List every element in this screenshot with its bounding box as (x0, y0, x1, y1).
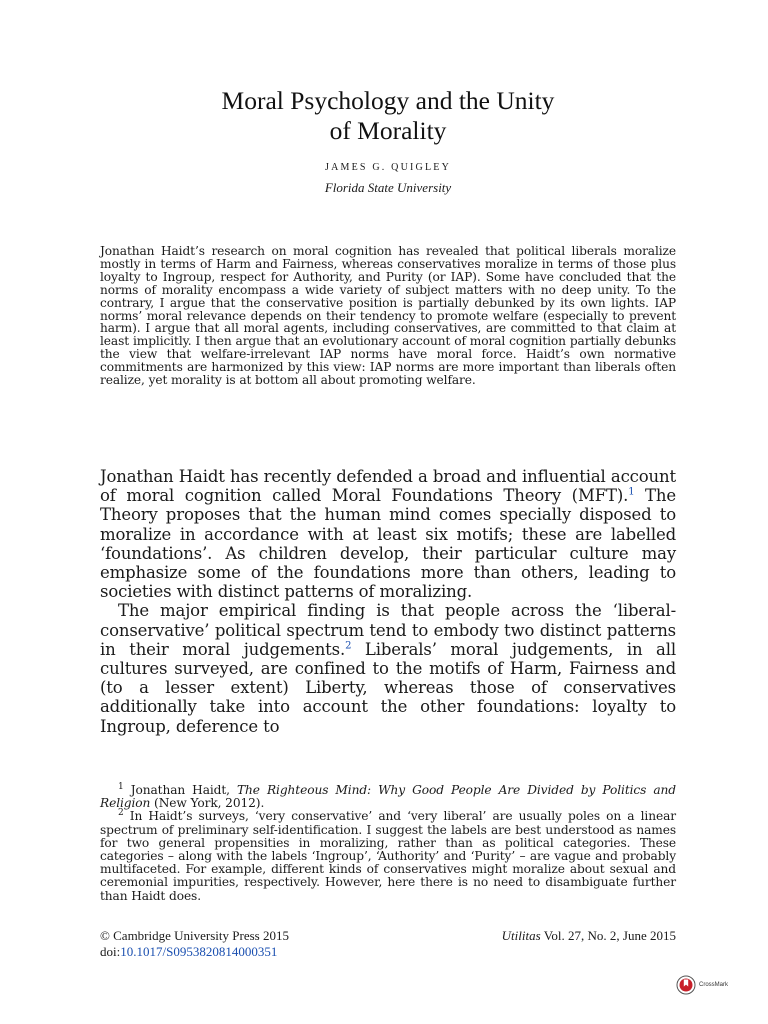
footnote-2: $^2$ In Haidt’s surveys, ‘very conservative’ and ‘very liberal’ are usually poles on a linear spectrum of preliminary self-identification. I suggest the labels are best understood as names for two general propensities in moralizing, rather than as political categories. These categories – along with the labels ‘Ingroup’, ‘Authority’ and ‘Purity’ – are vague and probably multifaceted. For example, different kinds of conservatives might moralize about sexual and ceremonial impurities, respectively. However, here there is no need to disambiguate further than Haidt does. (100, 808, 676, 903)
author-name: JAMES G. QUIGLEY (324, 162, 452, 173)
title-line-2: of Morality (329, 116, 447, 145)
crossmark-label: CrossMark (699, 982, 729, 988)
title-line-1: Moral Psychology and the Unity (221, 86, 555, 115)
paragraph-2: The major empirical finding is that people across the ‘liberal-conservative’ political spectrum tend to embody two distinct patterns in their moral judgements.$^2$ Liberals’ moral judgements, in all cultures surveyed, are confined to the motifs of Harm, Fairness and (to a lesser extent) Liberty, whereas those of conservatives additionally take into account the other foundations: loyalty to Ingroup, deference to (100, 601, 676, 736)
doi-link[interactable]: 10.1017/S0953820814000351 (120, 944, 278, 959)
footnote-ref-2[interactable]: 2 (345, 640, 352, 652)
crossmark-badge[interactable] (676, 975, 746, 995)
paragraph-1: Jonathan Haidt has recently defended a broad and influential account of moral cognition called Moral Foundations Theory (MFT).$^1$ The Theory proposes that the human mind comes specially disposed to moralize in accordance with at least six motifs; these are labelled ‘foundations’. As children develop, their particular culture may emphasize some of the foundations more than others, leading to societies with distinct patterns of moralizing. (100, 467, 676, 602)
doi-label: doi: (100, 944, 121, 959)
footnote-1: $^1$ Jonathan Haidt, The Righteous Mind: Why Good People Are Divided by Politics and Religion (New York, 2012). (100, 781, 676, 811)
page-footer (100, 928, 676, 960)
abstract: Jonathan Haidt’s research on moral cognition has revealed that political liberals moralize mostly in terms of Harm and Fairness, whereas conservatives moralize in terms of those plus loyalty to Ingroup, respect for Authority, and Purity (or IAP). Some have concluded that the norms of morality encompass a wide variety of subject matters with no deep unity. To the contrary, I argue that the conservative position is partially debunked by its own lights. IAP norms’ moral relevance depends on their tendency to promote welfare (especially to prevent harm). I argue that all moral agents, including conservatives, are committed to that claim at least implicitly. I then argue that an evolutionary account of moral cognition partially debunks the view that welfare-irrelevant IAP norms have moral force. Haidt’s own normative commitments are harmonized by this view: IAP norms are more important than liberals often realize, yet morality is at bottom all about promoting welfare. (100, 244, 676, 388)
paper-title (100, 86, 676, 146)
footnotes (100, 781, 676, 903)
footnote-ref-1[interactable]: 1 (628, 486, 635, 498)
crossmark-icon (676, 975, 696, 995)
author-affiliation: Florida State University (324, 180, 452, 195)
body-text (100, 467, 676, 736)
copyright-notice: © Cambridge University Press 2015 (100, 928, 289, 943)
journal-citation: Utilitas Vol. 27, No. 2, June 2015 (501, 928, 676, 943)
